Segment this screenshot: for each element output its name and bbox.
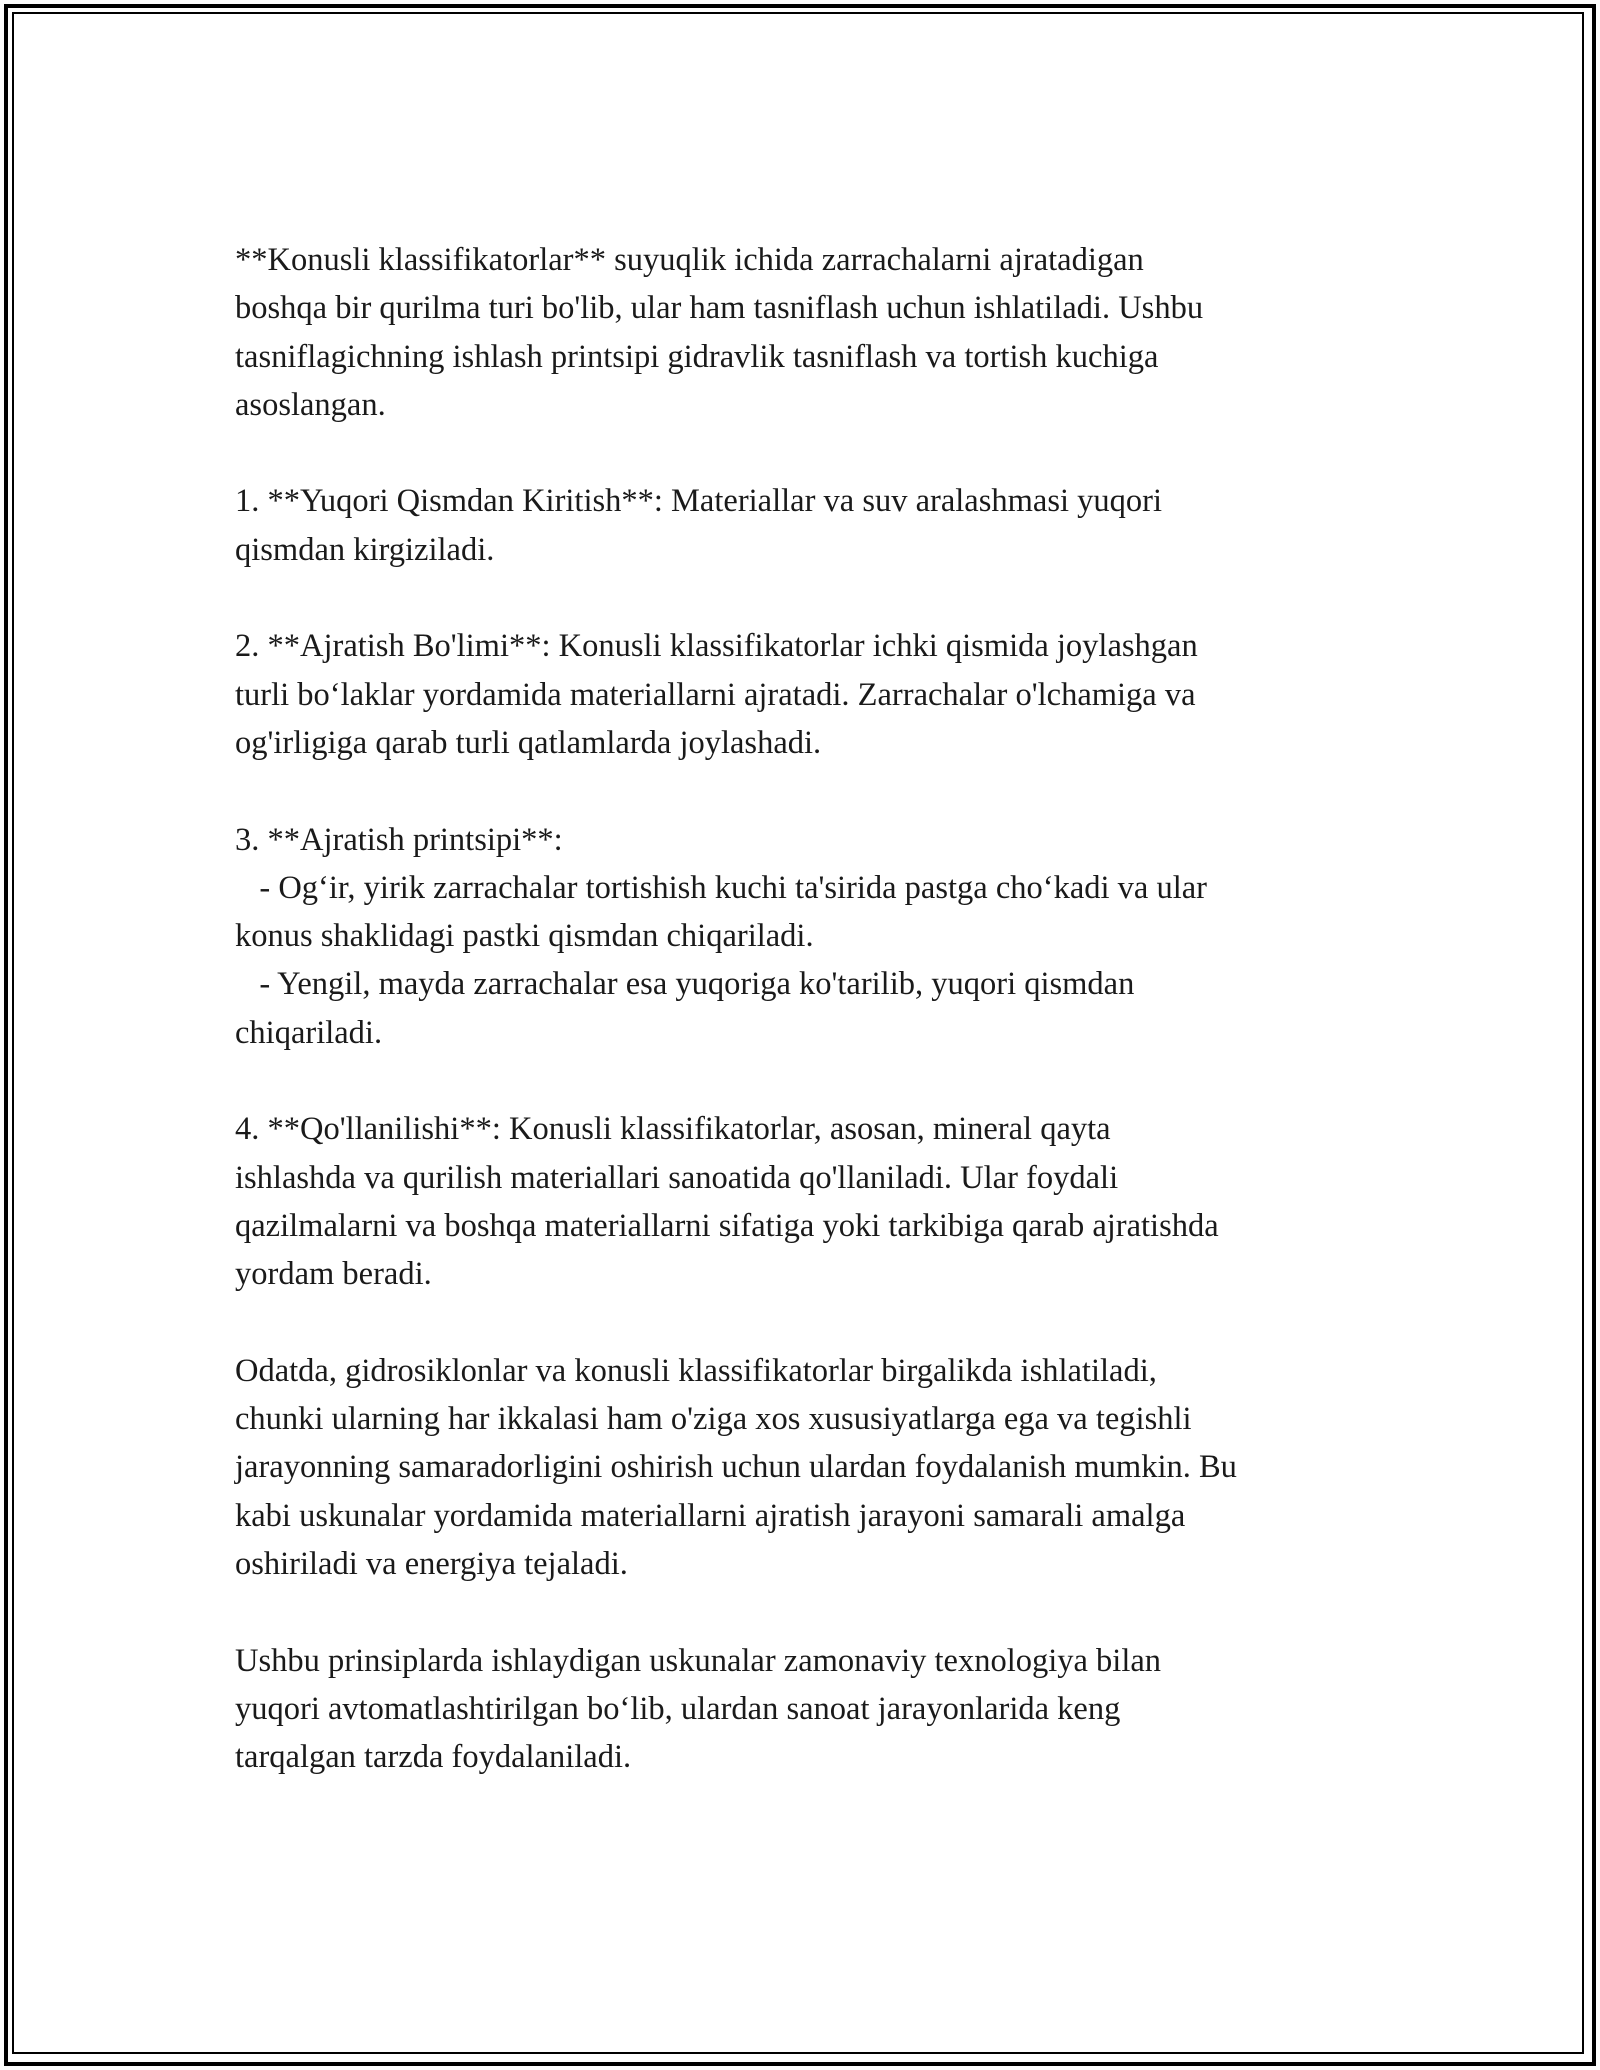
paragraph-item-4 xyxy=(235,1105,1375,1298)
text-line: kabi uskunalar yordamida materiallarni ajratish jarayoni samarali amalga xyxy=(235,1497,1186,1534)
text-line: yuqori avtomatlashtirilgan bo‘lib, ulardan sanoat jarayonlarida keng xyxy=(235,1690,1121,1727)
text-line: tasniflagichning ishlash printsipi gidravlik tasniflash va tortish kuchiga xyxy=(235,338,1159,375)
paragraph-intro xyxy=(235,236,1375,429)
text-line: - Yengil, mayda zarrachalar esa yuqoriga ko'tarilib, yuqori qismdan xyxy=(235,966,1135,1003)
text-line: **Konusli klassifikatorlar** suyuqlik ichida zarrachalarni ajratadigan xyxy=(235,242,1144,278)
text-line: asoslangan. xyxy=(235,386,386,423)
paragraph-item-3 xyxy=(235,816,1375,1057)
text-line: 2. **Ajratish Bo'limi**: Konusli klassifikatorlar ichki qismida joylashgan xyxy=(235,628,1198,665)
text-line: tarqalgan tarzda foydalaniladi. xyxy=(235,1739,632,1776)
paragraph-item-2 xyxy=(235,622,1375,767)
text-line: qismdan kirgiziladi. xyxy=(235,531,495,568)
text-line: Ushbu prinsiplarda ishlaydigan uskunalar zamonaviy texnologiya bilan xyxy=(235,1642,1162,1679)
text-line: boshqa bir qurilma turi bo'lib, ular ham tasniflash uchun ishlatiladi. Ushbu xyxy=(235,290,1204,327)
text-line: ishlashda va qurilish materiallari sanoatida qo'llaniladi. Ular foydali xyxy=(235,1159,1119,1196)
text-line: konus shaklidagi pastki qismdan chiqariladi. xyxy=(235,918,814,955)
text-line: 1. **Yuqori Qismdan Kiritish**: Materiallar va suv aralashmasi yuqori xyxy=(235,483,1162,520)
text-line: - Og‘ir, yirik zarrachalar tortishish kuchi ta'sirida pastga cho‘kadi va ular xyxy=(235,869,1207,906)
text-line: chunki ularning har ikkalasi ham o'ziga xos xususiyatlarga ega va tegishli xyxy=(235,1401,1192,1438)
text-line: chiqariladi. xyxy=(235,1014,383,1051)
text-line: yordam beradi. xyxy=(235,1256,432,1293)
text-line: turli bo‘laklar yordamida materiallarni ajratadi. Zarrachalar o'lchamiga va xyxy=(235,676,1196,713)
text-line: oshiriladi va energiya tejaladi. xyxy=(235,1546,628,1583)
text-line: jarayonning samaradorligini oshirish uchun ulardan foydalanish mumkin. Bu xyxy=(235,1449,1237,1486)
text-line: 3. **Ajratish printsipi**: xyxy=(235,821,563,858)
document-body xyxy=(235,236,1375,1830)
text-line: 4. **Qo'llanilishi**: Konusli klassifikatorlar, asosan, mineral qayta xyxy=(235,1111,1111,1148)
text-line: qazilmalarni va boshqa materiallarni sifatiga yoki tarkibiga qarab ajratishda xyxy=(235,1207,1219,1244)
text-line: og'irligiga qarab turli qatlamlarda joylashadi. xyxy=(235,724,822,761)
text-line: Odatda, gidrosiklonlar va konusli klassifikatorlar birgalikda ishlatiladi, xyxy=(235,1352,1157,1389)
paragraph-conclusion xyxy=(235,1637,1375,1782)
paragraph-summary xyxy=(235,1347,1375,1588)
paragraph-item-1 xyxy=(235,477,1375,574)
